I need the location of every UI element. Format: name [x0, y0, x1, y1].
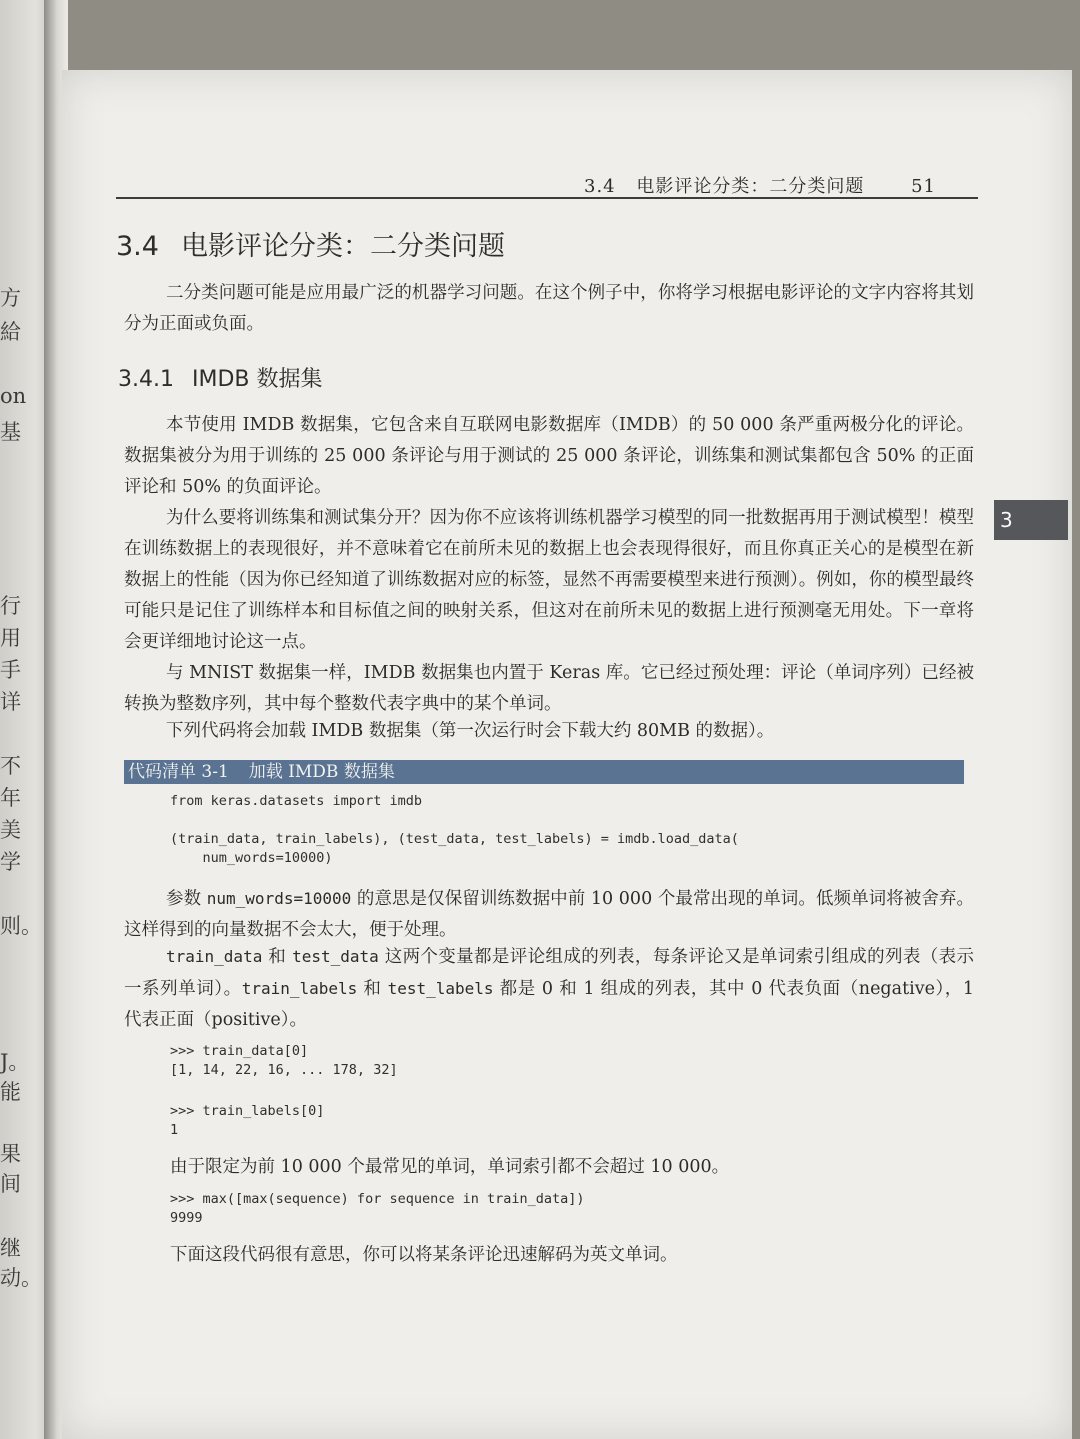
left-page-fragment: 手 — [0, 658, 21, 682]
left-page-fragment: 給 — [0, 320, 21, 344]
section-number: 3.4 — [116, 231, 159, 262]
left-page-fragment: 美 — [0, 818, 21, 842]
left-page-fragment: 用 — [0, 626, 21, 650]
code-listing-title — [128, 760, 395, 784]
left-page-fragment: 则。 — [0, 914, 42, 938]
subsection-title: IMDB 数据集 — [191, 367, 323, 392]
inline-code: test_labels — [387, 979, 494, 998]
left-page-fragment: on — [0, 384, 27, 408]
left-page-fragment: 行 — [0, 594, 21, 618]
running-head-title: 电影评论分类：二分类问题 — [636, 176, 865, 197]
left-page-fragment: 基 — [0, 420, 21, 444]
running-head — [584, 172, 936, 198]
chapter-tab: 3 — [994, 500, 1068, 540]
paragraph-num-words: 参数 num_words=10000 的意思是仅保留训练数据中前 10 000 个最常出现的单词。低频单词将被舍弃。这样得到的向量数据不会太大，便于处理。 — [124, 889, 974, 940]
left-page-fragment: 间 — [0, 1172, 21, 1196]
paragraph-imdb-intro: 本节使用 IMDB 数据集，它包含来自互联网电影数据库（IMDB）的 50 000 条严重两极分化的评论。数据集被分为用于训练的 25 000 条评论与用于测试的 25 000 条评论，训练集和测试集都包含 50% 的正面评论和 50% 的负面评论。 — [124, 415, 974, 497]
paragraph-keras-builtin: 与 MNIST 数据集一样，IMDB 数据集也内置于 Keras 库。它已经过预处理：评论（单词序列）已经被转换为整数序列，其中每个整数代表字典中的某个单词。 — [124, 663, 974, 714]
left-page-fragment: 年 — [0, 786, 21, 810]
left-page-fragment: 果 — [0, 1142, 21, 1166]
inline-code: num_words=10000 — [206, 889, 352, 908]
code-listing-caption: 加载 IMDB 数据集 — [248, 762, 395, 782]
left-page-fragment: 继 — [0, 1236, 21, 1260]
subsection-heading — [118, 362, 322, 393]
code-block-max-index: >>> max([max(sequence) for sequence in train_data]) 9999 — [170, 1191, 585, 1226]
intro-paragraph: 二分类问题可能是应用最广泛的机器学习问题。在这个例子中，你将学习根据电影评论的文字内容将其划分为正面或负面。 — [124, 283, 974, 334]
left-page-fragment: 方 — [0, 286, 21, 310]
running-head-section: 3.4 — [584, 176, 616, 197]
section-title: 电影评论分类：二分类问题 — [180, 231, 505, 262]
paragraph-index-limit: 由于限定为前 10 000 个最常见的单词，单词索引都不会超过 10 000。 — [170, 1157, 730, 1177]
left-page-fragment: 能 — [0, 1080, 21, 1104]
code-block-train-labels: >>> train_labels[0] 1 — [170, 1103, 325, 1138]
left-page-fragment: 不 — [0, 754, 21, 778]
page-number: 51 — [911, 176, 937, 197]
inline-code: train_labels — [241, 979, 358, 998]
paragraph-train-test-split: 为什么要将训练集和测试集分开？因为你不应该将训练机器学习模型的同一批数据再用于测试模型！模型在训练数据上的表现很好，并不意味着它在前所未见的数据上也会表现得很好，而且你真正关心的是模型在新数据上的性能（因为你已经知道了训练数据对应的标签，显然不再需要模型来进行预测）。例如，你的模型最终可能只是记住了训练样本和目标值之间的映射关系，但这对在前所未见的数据上进行预测毫无用处。下一章将会更详细地讨论这一点。 — [124, 508, 974, 652]
subsection-number: 3.4.1 — [118, 367, 174, 392]
inline-code: test_data — [292, 947, 379, 966]
code-listing-label: 代码清单 3-1 — [128, 762, 229, 782]
left-page-fragment: J。 — [0, 1050, 30, 1074]
paragraph-decode-intro: 下面这段代码很有意思，你可以将某条评论迅速解码为英文单词。 — [170, 1245, 678, 1265]
left-page-fragment: 学 — [0, 850, 21, 874]
paragraph-data-description: train_data 和 test_data 这两个变量都是评论组成的列表，每条评论又是单词索引组成的列表（表示一系列单词）。train_labels 和 test_labels 都是 0 和 1 组成的列表，其中 0 代表负面（negative），1 代表正面（positive）。 — [124, 947, 975, 1030]
inline-code: train_data — [166, 947, 263, 966]
code-block-train-data: >>> train_data[0] [1, 14, 22, 16, ... 178, 32] — [170, 1043, 398, 1078]
code-block-load-imdb: from keras.datasets import imdb (train_data, train_labels), (test_data, test_labels) = imdb.load_data( num_words=10000) — [170, 793, 739, 866]
book-page — [62, 70, 1072, 1439]
section-heading — [116, 224, 505, 263]
paragraph-load-intro: 下列代码将会加载 IMDB 数据集（第一次运行时会下载大约 80MB 的数据）。 — [166, 721, 775, 741]
left-page-fragment: 详 — [0, 690, 21, 714]
header-rule — [116, 197, 978, 199]
left-page-fragment: 动。 — [0, 1266, 42, 1290]
